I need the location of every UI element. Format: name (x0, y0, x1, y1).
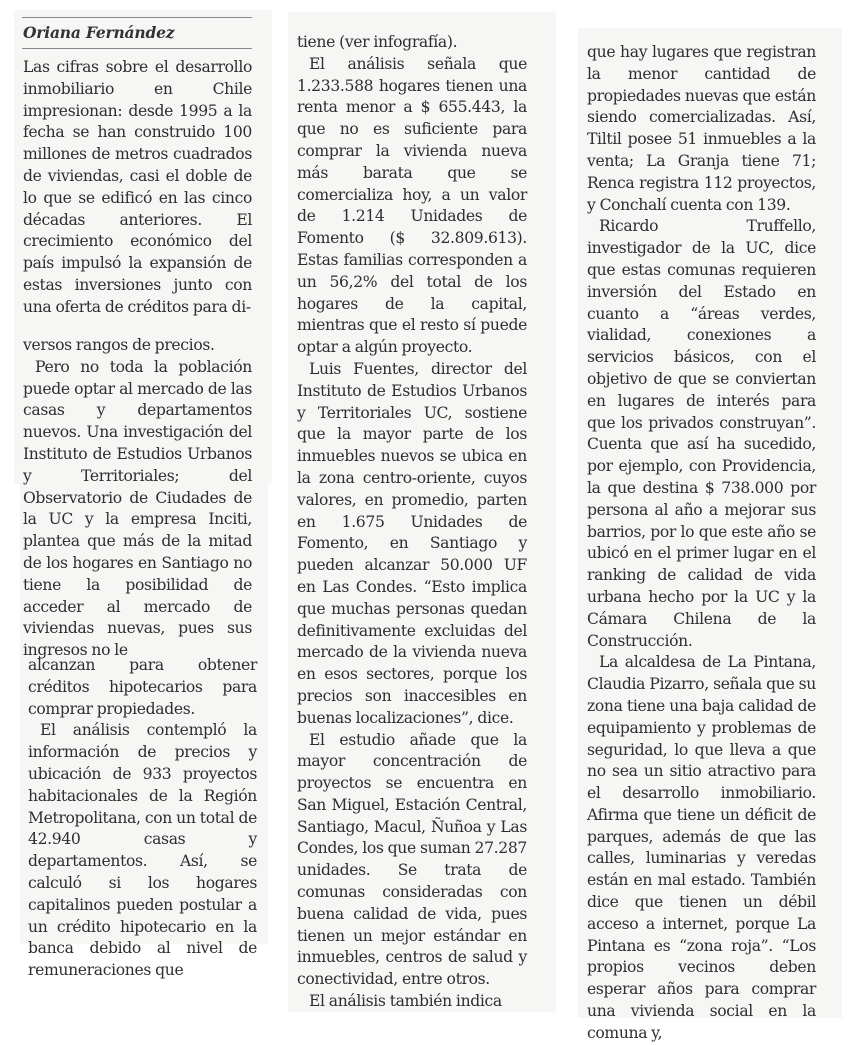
column-3 (587, 42, 816, 1045)
paragraph: Las cifras sobre el desarrollo inmobiliario en Chile impresionan: desde 1995 a la fecha se han construido 100 millones de metros cuadrados de viviendas, casi el doble de lo que se edificó en las cinco décadas anteriores. El crecimiento económico del país impulsó la expansión de estas inversiones junto con una oferta de créditos para di- (23, 58, 252, 316)
paragraph: La alcaldesa de La Pintana, Claudia Pizarro, señala que su zona tiene una baja calidad de equipamiento y problemas de seguridad, lo que lleva a que no sea un sitio atractivo para el desarrollo inmobiliario. Afirma que tiene un déficit de parques, además de que las calles, luminarias y veredas están en mal estado. También dice que tienen un débil acceso a internet, porque La Pintana es “zona roja”. “Los propios vecinos deben esperar años para comprar una vivienda social en la comuna y, (587, 653, 816, 1042)
paragraph: El análisis contempló la información de precios y ubicación de 933 proyectos habitacionales de la Región Metropolitana, con un total de 42.940 casas y departamentos. Así, se calculó si los hogares capitalinos pueden postular a un crédito hipotecario en la banca debido al nivel de remuneraciones que (28, 721, 257, 980)
paragraph: El estudio añade que la mayor concentración de proyectos se encuentra en San Miguel, Estación Central, Santiago, Macul, Ñuñoa y Las Condes, los que suman 27.287 unidades. Se trata de comunas consideradas con buena calidad de vida, pues tienen un mejor estándar en inmuebles, centros de salud y conectividad, entre otros. (297, 730, 527, 989)
paragraph: tiene (ver infografía). (297, 33, 458, 51)
column-1-block-1 (23, 57, 252, 319)
paragraph: Luis Fuentes, director del Instituto de Estudios Urbanos y Territoriales UC, sostiene que la mayor parte de los inmuebles nuevos se ubica en la zona centro-oriente, cuyos valores, en promedio, parten en 1.675 Unidades de Fomento, en Santiago y pueden alcanzar 50.000 UF en Las Condes. “Esto implica que muchas personas quedan definitivamente excluidas del mercado de la vivienda nueva en esos sectores, porque los precios son inaccesibles en buenas localizaciones”, dice. (297, 359, 527, 727)
paragraph: Pero no toda la población puede optar al mercado de las casas y departamentos nuevos. Una investigación del Instituto de Estudios Urbanos y Territoriales; del Observatorio de Ciudades de la UC y la empresa Inciti, plantea que más de la mitad de los hogares en Santiago no tiene la posibilidad de acceder al mercado de viviendas nuevas, pues sus ingresos no le (23, 357, 252, 660)
column-1-block-2 (23, 335, 252, 662)
column-1-block-3 (28, 655, 257, 982)
byline-top-rule (22, 17, 252, 18)
paragraph: Ricardo Truffello, investigador de la UC, dice que estas comunas requieren inversión del Estado en cuanto a “áreas verdes, vialidad, conexiones a servicios básicos, con el objetivo de que se conviertan en lugares de interés para que los privados construyan”. Cuenta que así ha sucedido, por ejemplo, con Providencia, la que destina $ 738.000 por persona al año a mejorar sus barrios, por lo que este año se ubicó en el primer lugar en el ranking de calidad de vida urbana hecho por la UC y la Cámara Chilena de la Construcción. (587, 217, 816, 650)
paragraph: versos rangos de precios. (23, 336, 215, 354)
paragraph: El análisis también indica (309, 992, 502, 1011)
column-2 (297, 32, 527, 1013)
paragraph: que hay lugares que registran la menor cantidad de propiedades nuevas que están siendo comercializadas. Así, Tiltil posee 51 inmuebles a la venta; La Granja tiene 71; Renca registra 112 proyectos, y Conchalí cuenta con 139. (587, 43, 816, 214)
byline: Oriana Fernández (23, 23, 175, 42)
byline-bottom-rule (22, 48, 252, 49)
paragraph: alcanzan para obtener créditos hipotecarios para comprar propiedades. (28, 656, 257, 718)
paragraph: El análisis señala que 1.233.588 hogares tienen una renta menor a $ 655.443, la que no es suficiente para comprar la vivienda nueva más barata que se comercializa hoy, a un valor de 1.214 Unidades de Fomento ($ 32.809.613). Estas familias corresponden a un 56,2% del total de los hogares de la capital, mientras que el resto sí puede optar a algún proyecto. (297, 54, 527, 357)
